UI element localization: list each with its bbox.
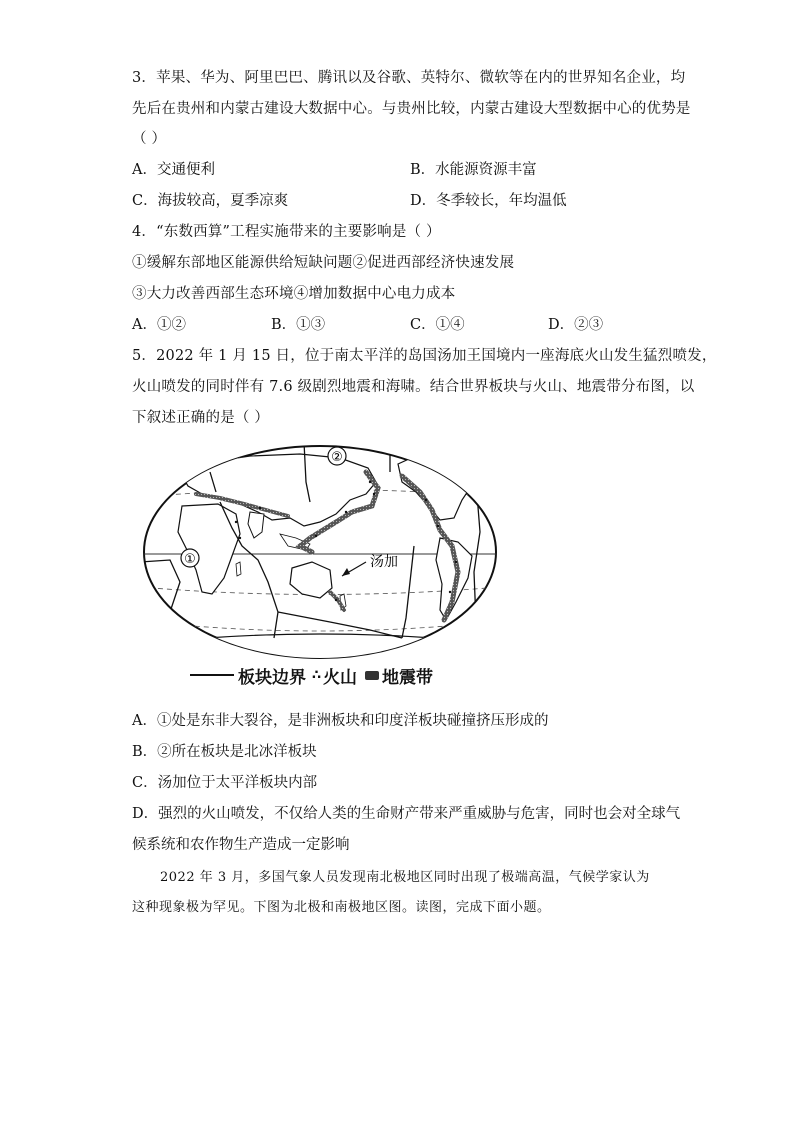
legend-volcano-label: 火山	[323, 667, 358, 688]
q3-stem-line2: 先后在贵州和内蒙古建设大数据中心。与贵州比较，内蒙古建设大型数据中心的优势是	[132, 101, 691, 117]
q5-option-d-cont: 候系统和农作物生产造成一定影响	[132, 837, 350, 853]
antarctica	[160, 634, 480, 662]
world-plate-map-svg	[140, 442, 500, 662]
q5-stem-line2: 火山喷发的同时伴有 7.6 级剧烈地震和海啸。结合世界板块与火山、地震带分布图，以	[132, 379, 695, 395]
q5-option-a[interactable]: A．①处是东非大裂谷，是非洲板块和印度洋板块碰撞挤压形成的	[132, 713, 549, 729]
legend-boundary-swatch	[190, 674, 234, 676]
q5-option-c[interactable]: C．汤加位于太平洋板块内部	[132, 775, 318, 791]
map-legend	[190, 662, 433, 688]
q5-stem-line3: 下叙述正确的是（ ）	[132, 410, 270, 426]
world-plate-map	[140, 442, 500, 692]
q4-option-b[interactable]: B．①③	[271, 317, 326, 333]
q4-stem-line1: 4．“东数西算”工程实施带来的主要影响是（ ）	[132, 224, 441, 240]
legend-boundary-label: 板块边界	[238, 667, 306, 688]
legend-volcano-icon: ∴	[312, 667, 322, 683]
q4-option-c[interactable]: C．①④	[410, 317, 465, 333]
q4-stem-line2: ①缓解东部地区能源供给短缺问题②促进西部经济快速发展	[132, 255, 515, 271]
q3-option-b[interactable]: B．水能源资源丰富	[410, 162, 537, 178]
tonga-label: 汤加	[370, 554, 398, 570]
passage-line2: 这种现象极为罕见。下图为北极和南极地区图。读图，完成下面小题。	[132, 900, 551, 915]
q4-option-a[interactable]: A．①②	[132, 317, 186, 333]
q3-option-c[interactable]: C．海拔较高，夏季凉爽	[132, 193, 289, 209]
legend-quake-label: 地震带	[382, 667, 434, 688]
q3-stem-line3: （ ）	[132, 131, 167, 147]
q5-option-b[interactable]: B．②所在板块是北冰洋板块	[132, 744, 317, 760]
q3-option-a[interactable]: A．交通便利	[132, 162, 215, 178]
label-1: ①	[184, 552, 196, 567]
madagascar	[236, 562, 241, 576]
legend-quake-swatch	[365, 671, 379, 680]
q5-stem-line1: 5．2022 年 1 月 15 日，位于南太平洋的岛国汤加王国境内一座海底火山发生猛烈喷发，	[132, 348, 717, 364]
q3-stem-line1: 3．苹果、华为、阿里巴巴、腾讯以及谷歌、英特尔、微软等在内的世界知名企业，均	[132, 70, 686, 86]
label-2: ②	[331, 450, 343, 465]
q3-option-d[interactable]: D．冬季较长，年均温低	[410, 193, 567, 209]
q4-option-d[interactable]: D．②③	[548, 317, 604, 333]
q5-option-d[interactable]: D．强烈的火山喷发，不仅给人类的生命财产带来严重威胁与危害，同时也会对全球气	[132, 806, 681, 822]
greenland	[454, 448, 476, 462]
q4-stem-line3: ③大力改善西部生态环境④增加数据中心电力成本	[132, 286, 456, 302]
passage-line1: 2022 年 3 月，多国气象人员发现南北极地区同时出现了极端高温，气候学家认为	[160, 870, 650, 885]
